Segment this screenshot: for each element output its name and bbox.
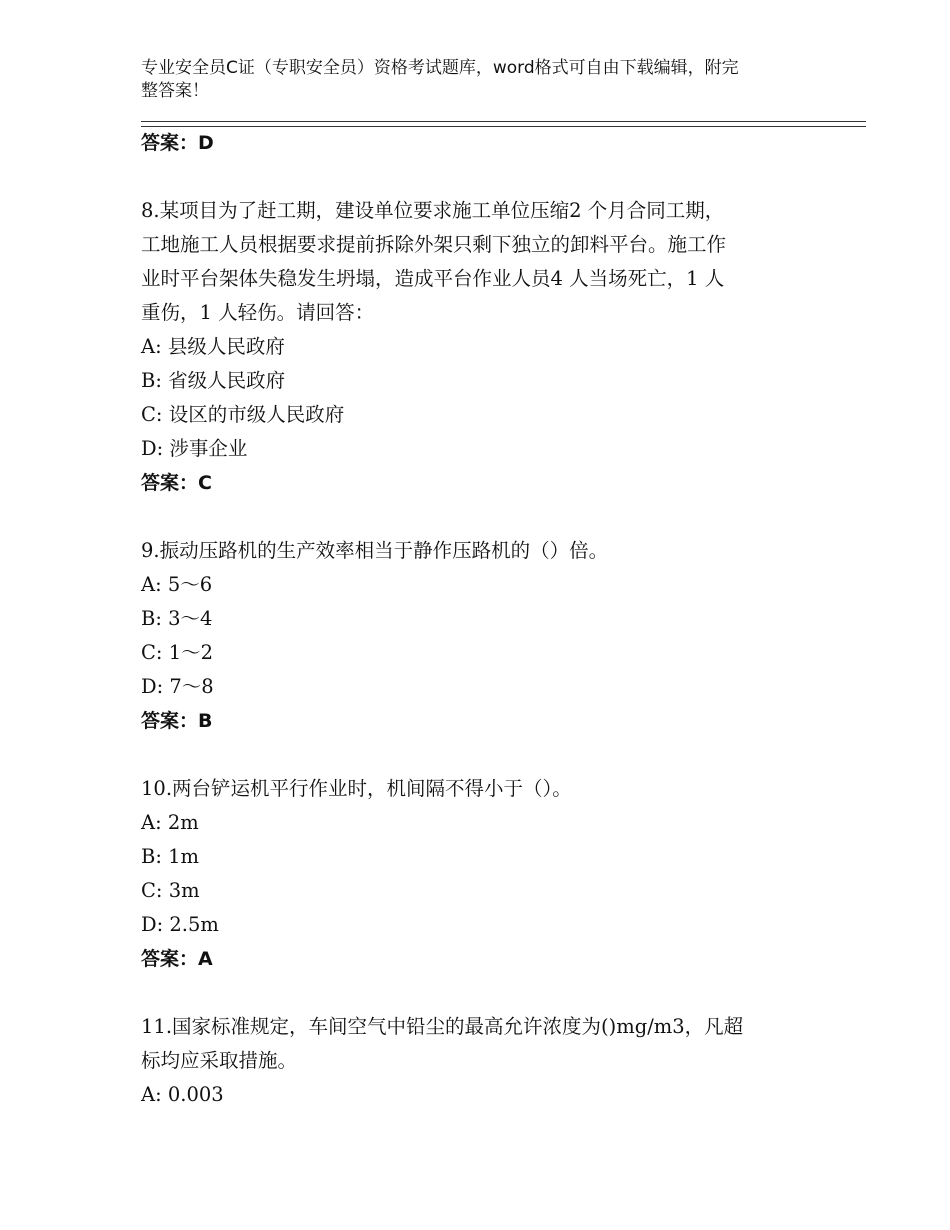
question-8-text-line-4: 重伤，1 人轻伤。请回答： bbox=[141, 301, 375, 324]
question-9-option-d: D: 7～8 bbox=[141, 675, 214, 698]
question-block-8 bbox=[141, 194, 866, 500]
question-9-option-b: B: 3～4 bbox=[141, 607, 213, 630]
answer-9: 答案：B bbox=[141, 710, 213, 732]
spacer bbox=[141, 976, 866, 1010]
question-8-option-c: C: 设区的市级人民政府 bbox=[141, 403, 345, 426]
answer-7: 答案：D bbox=[141, 132, 214, 154]
question-block-11 bbox=[141, 1010, 866, 1112]
answer-10: 答案：A bbox=[141, 948, 213, 970]
spacer bbox=[141, 738, 866, 772]
header-line-1: 专业安全员C证（专职安全员）资格考试题库，word格式可自由下载编辑，附完 bbox=[141, 58, 739, 78]
question-8-text-line-2: 工地施工人员根据要求提前拆除外架只剩下独立的卸料平台。施工作 bbox=[141, 233, 727, 256]
question-8-option-b: B: 省级人民政府 bbox=[141, 369, 286, 392]
spacer bbox=[141, 160, 866, 194]
question-8-text-line-1: 8.某项目为了赶工期，建设单位要求施工单位压缩2 个月合同工期， bbox=[141, 199, 725, 222]
question-10-option-a: A: 2m bbox=[141, 811, 199, 834]
question-9-option-c: C: 1～2 bbox=[141, 641, 214, 664]
question-10-option-d: D: 2.5m bbox=[141, 913, 219, 936]
question-10-text-line-1: 10.两台铲运机平行作业时，机间隔不得小于（）。 bbox=[141, 777, 572, 800]
question-block-9 bbox=[141, 534, 866, 738]
header-line-2: 整答案！ bbox=[141, 81, 209, 101]
question-11-option-a: A: 0.003 bbox=[141, 1083, 224, 1106]
question-10-option-b: B: 1m bbox=[141, 845, 199, 868]
question-block-10 bbox=[141, 772, 866, 976]
question-10-option-c: C: 3m bbox=[141, 879, 200, 902]
question-8-text-line-3: 业时平台架体失稳发生坍塌，造成平台作业人员4 人当场死亡，1 人 bbox=[141, 267, 725, 290]
question-8-option-a: A: 县级人民政府 bbox=[141, 335, 285, 358]
question-11-text-line-1: 11.国家标准规定，车间空气中铅尘的最高允许浓度为()mg/m3，凡超 bbox=[141, 1015, 744, 1038]
spacer bbox=[141, 500, 866, 534]
document-header bbox=[141, 57, 811, 103]
question-9-text-line-1: 9.振动压路机的生产效率相当于静作压路机的（）倍。 bbox=[141, 539, 609, 562]
document-body bbox=[141, 126, 866, 1112]
question-8-option-d: D: 涉事企业 bbox=[141, 437, 248, 460]
question-11-text-line-2: 标均应采取措施。 bbox=[141, 1049, 298, 1072]
answer-8: 答案：C bbox=[141, 472, 212, 494]
question-9-option-a: A: 5～6 bbox=[141, 573, 213, 596]
